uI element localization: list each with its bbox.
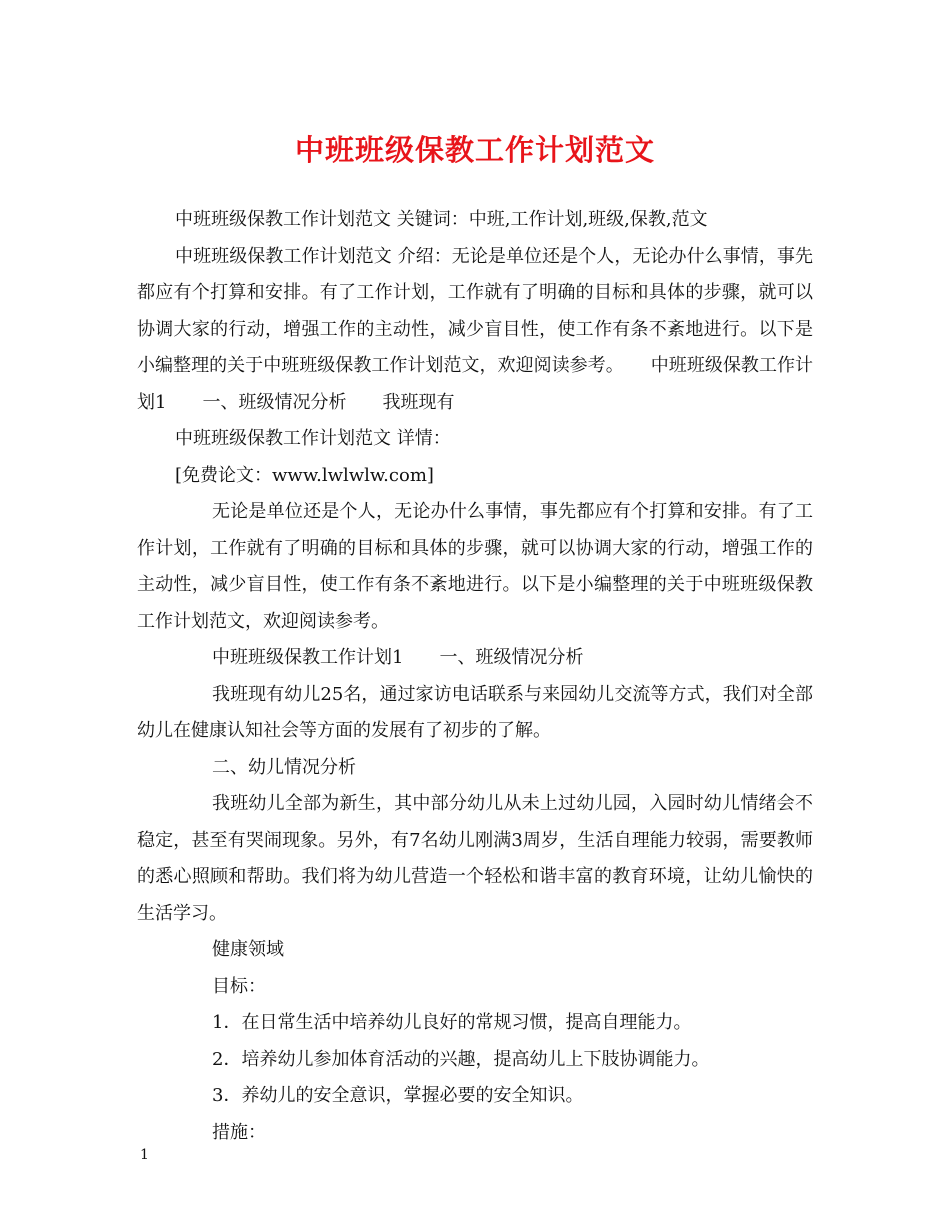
source-link: [免费论文：www.lwlwlw.com] bbox=[175, 464, 434, 486]
document-title: 中班班级保教工作计划范文 bbox=[294, 133, 655, 167]
page-number: 1 bbox=[140, 1147, 149, 1163]
list-item: 3．养幼儿的安全意识，掌握必要的安全知识。 bbox=[212, 1085, 584, 1106]
keywords-paragraph: 中班班级保教工作计划范文 关键词：中班,工作计划,班级,保教,范文 bbox=[175, 209, 708, 230]
details-heading: 中班班级保教工作计划范文 详情： bbox=[175, 428, 451, 449]
list-label: 目标： bbox=[212, 975, 266, 997]
list-label: 措施： bbox=[212, 1121, 266, 1143]
intro-paragraph: 中班班级保教工作计划范文 介绍：无论是单位还是个人，无论办什么事情，事先都应有个打算和安排。有了工作计划，工作就有了明确的目标和具体的步骤，就可以协调大家的行动，增强工作的主动性，减少盲目性，使工作有条不紊地进行。以下是小编整理的关于中班班级保教工作计划范文，欢迎阅读参考。 中班班级保教工作计划1 一、班级情况分析 我班现有 bbox=[137, 245, 813, 413]
list-item: 2．培养幼儿参加体育活动的兴趣，提高幼儿上下肢协调能力。 bbox=[212, 1048, 710, 1070]
section-heading: 二、幼儿情况分析 bbox=[212, 756, 356, 778]
body-paragraph: 我班现有幼儿25名，通过家访电话联系与来园幼儿交流等方式，我们对全部幼儿在健康认知社会等方面的发展有了初步的了解。 bbox=[137, 683, 813, 741]
body-paragraph: 我班幼儿全部为新生，其中部分幼儿从未上过幼儿园，入园时幼儿情绪会不稳定，甚至有哭闹现象。另外，有7名幼儿刚满3周岁，生活自理能力较弱，需要教师的悉心照顾和帮助。我们将为幼儿营造一个轻松和谐丰富的教育环境，让幼儿愉快的生活学习。 bbox=[137, 793, 813, 924]
section-heading: 中班班级保教工作计划1 一、班级情况分析 bbox=[212, 647, 584, 668]
body-paragraph: 无论是单位还是个人，无论办什么事情，事先都应有个打算和安排。有了工作计划，工作就有了明确的目标和具体的步骤，就可以协调大家的行动，增强工作的主动性，减少盲目性，使工作有条不紊地进行。以下是小编整理的关于中班班级保教工作计划范文，欢迎阅读参考。 bbox=[137, 501, 813, 632]
document-body bbox=[137, 202, 813, 1151]
list-item: 1．在日常生活中培养幼儿良好的常规习惯，提高自理能力。 bbox=[212, 1012, 692, 1033]
section-heading: 健康领域 bbox=[212, 939, 284, 960]
